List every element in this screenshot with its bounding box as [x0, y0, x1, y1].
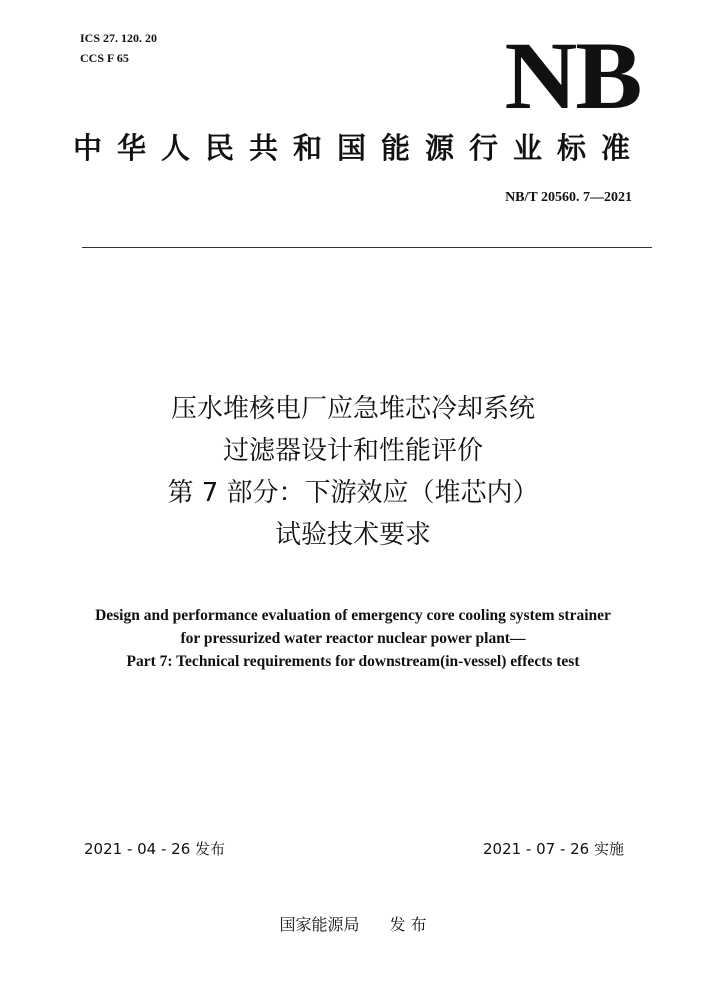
standard-type-heading: 中华人民共和国能源行业标准	[72, 131, 645, 165]
header-divider	[82, 247, 652, 248]
issuer-action: 发 布	[389, 915, 427, 934]
chinese-title-line-4: 试验技术要求	[274, 520, 431, 550]
chinese-title-line-3: 第 7 部分：下游效应（堆芯内）	[167, 478, 539, 508]
implementation-date: 2021 - 07 - 26 实施	[482, 840, 624, 858]
ccs-code: CCS F 65	[80, 51, 129, 65]
classification-codes	[80, 28, 157, 68]
english-title-line-2: for pressurized water reactor nuclear power plant—	[180, 630, 526, 647]
chinese-title-line-1: 压水堆核电厂应急堆芯冷却系统	[170, 394, 535, 424]
issuing-authority	[0, 912, 706, 935]
ics-code: ICS 27. 120. 20	[80, 31, 158, 45]
standard-number: NB/T 20560. 7—2021	[505, 190, 632, 205]
nb-logo: NB	[504, 22, 640, 129]
issue-date: 2021 - 04 - 26 发布	[84, 840, 226, 858]
issuer-name: 国家能源局	[279, 915, 360, 934]
english-title-line-3: Part 7: Technical requirements for downstream(in-vessel) effects test	[126, 653, 580, 670]
chinese-title-line-2: 过滤器设计和性能评价	[222, 436, 483, 466]
chinese-title	[0, 388, 706, 556]
english-title	[0, 604, 706, 673]
english-title-line-1: Design and performance evaluation of emergency core cooling system strainer	[95, 607, 611, 624]
